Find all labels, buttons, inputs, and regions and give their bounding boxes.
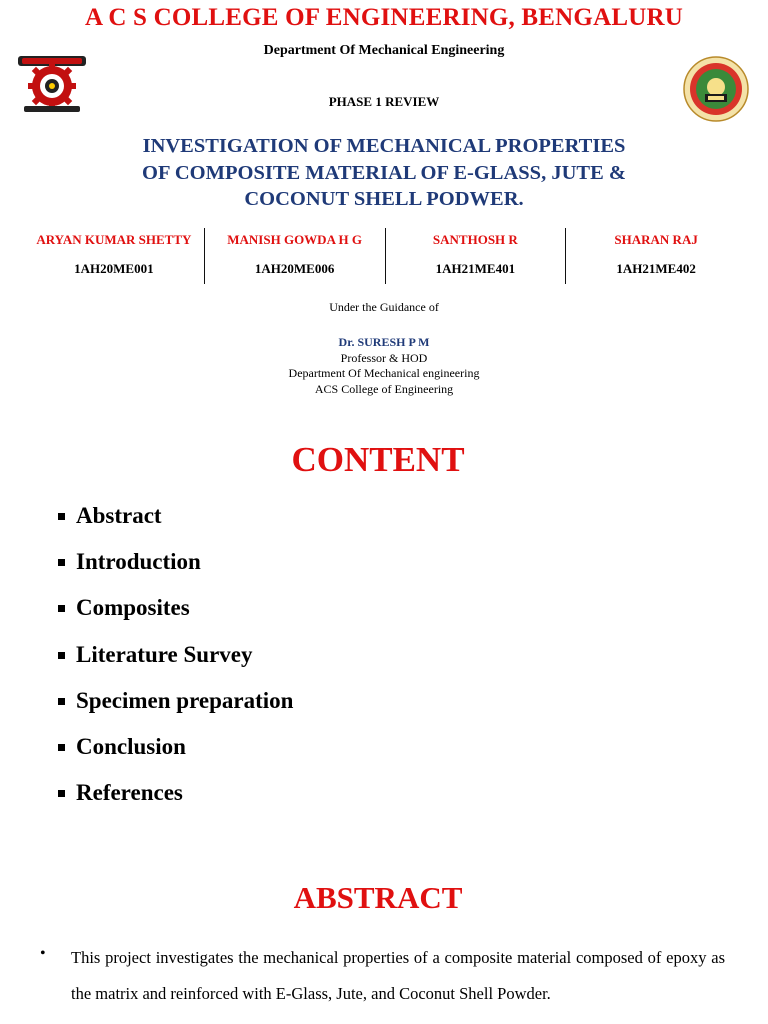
- project-title-line-2: OF COMPOSITE MATERIAL OF E-GLASS, JUTE &: [142, 161, 626, 184]
- student-name: SHARAN RAJ: [614, 232, 698, 247]
- square-bullet-icon: [58, 652, 65, 659]
- student-usn: 1AH20ME001: [74, 261, 154, 276]
- list-item: [58, 688, 293, 734]
- guide-block: [0, 335, 768, 397]
- list-item: [58, 642, 293, 688]
- project-title: [84, 133, 684, 213]
- bullet-icon: •: [40, 945, 46, 962]
- abstract-heading: ABSTRACT: [293, 880, 463, 915]
- student-list: [24, 228, 746, 284]
- project-title-line-3: COCONUT SHELL PODWER.: [244, 188, 524, 210]
- square-bullet-icon: [58, 790, 65, 797]
- toc-item-label: Specimen preparation: [76, 687, 294, 713]
- square-bullet-icon: [58, 744, 65, 751]
- student-usn: 1AH21ME401: [435, 261, 516, 276]
- toc-item-label: Abstract: [76, 503, 162, 528]
- list-item: [58, 734, 293, 780]
- student-name: SANTHOSH R: [432, 232, 518, 247]
- square-bullet-icon: [58, 605, 65, 612]
- list-item: [58, 595, 293, 641]
- toc-item-label: Composites: [76, 595, 190, 621]
- guide-name: Dr. SURESH P M: [338, 335, 430, 349]
- student-card: [24, 228, 204, 284]
- student-usn: 1AH20ME006: [254, 261, 335, 276]
- university-seal-icon: [683, 56, 749, 122]
- content-heading: CONTENT: [291, 440, 465, 479]
- student-usn: 1AH21ME402: [616, 261, 696, 276]
- toc-item-label: Literature Survey: [76, 641, 253, 667]
- square-bullet-icon: [58, 559, 65, 566]
- list-item: [58, 549, 293, 595]
- college-name: A C S COLLEGE OF ENGINEERING, BENGALURU: [85, 4, 683, 31]
- guide-department: Department Of Mechanical engineering: [288, 366, 480, 380]
- student-name: MANISH GOWDA H G: [227, 232, 362, 247]
- guidance-intro: Under the Guidance of: [329, 300, 439, 314]
- toc-item-label: Introduction: [76, 549, 201, 575]
- student-name: ARYAN KUMAR SHETTY: [36, 232, 192, 247]
- square-bullet-icon: [58, 698, 65, 705]
- department-name: Department Of Mechanical Engineering: [263, 43, 505, 58]
- list-item: [58, 780, 293, 826]
- square-bullet-icon: [58, 513, 65, 520]
- guide-college: ACS College of Engineering: [314, 381, 454, 396]
- table-of-contents: [58, 503, 293, 826]
- review-label: PHASE 1 REVIEW: [328, 94, 440, 109]
- guide-designation: Professor & HOD: [340, 350, 428, 365]
- student-card: [385, 228, 566, 284]
- list-item: [58, 503, 293, 549]
- student-card: [204, 228, 385, 284]
- project-title-line-1: INVESTIGATION OF MECHANICAL PROPERTIES: [142, 135, 626, 157]
- toc-item-label: Conclusion: [76, 733, 186, 759]
- student-card: [565, 228, 746, 284]
- abstract-paragraph: This project investigates the mechanical properties of a composite material composed of epoxy as the matrix and reinforced with E-Glass, Jute, and Coconut Shell Powder.: [71, 948, 725, 1003]
- toc-item-label: References: [76, 780, 183, 806]
